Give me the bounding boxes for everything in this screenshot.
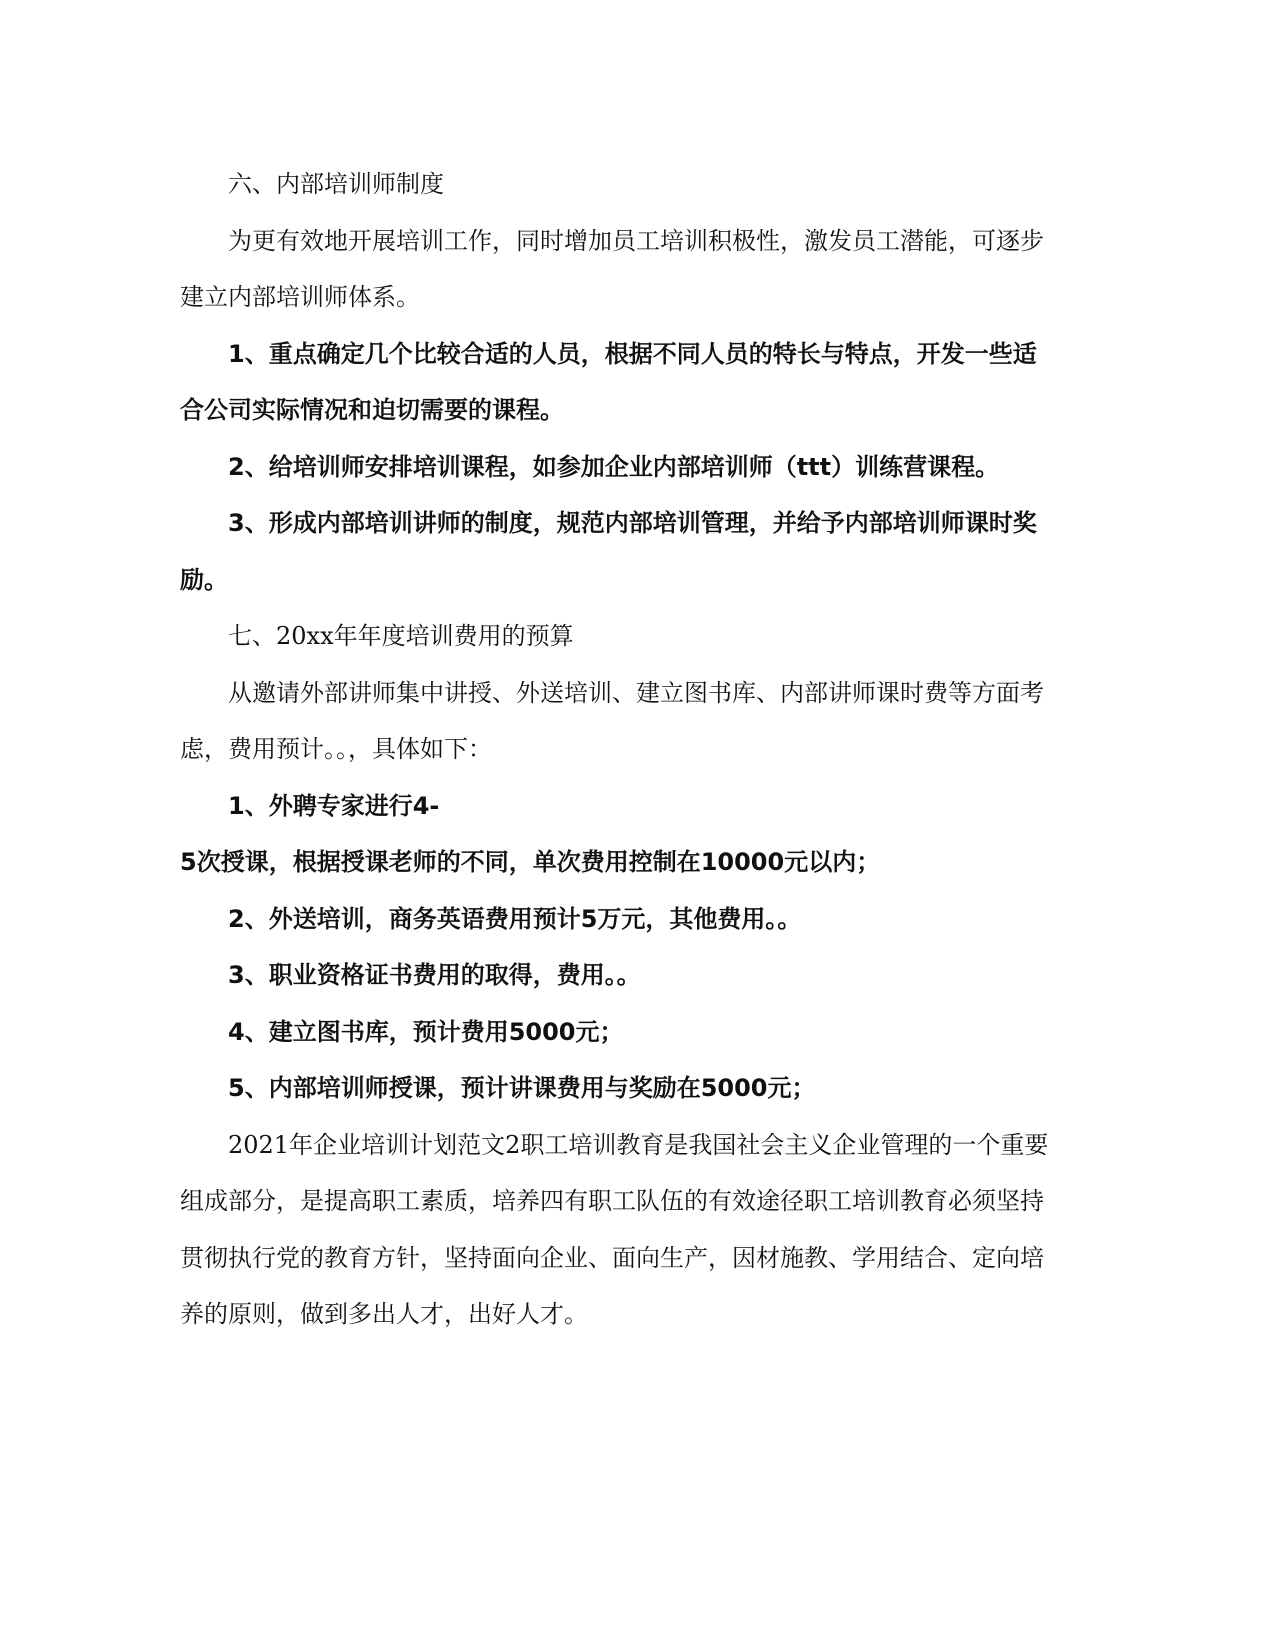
list-item-2: 2、给培训师安排培训课程，如参加企业内部培训师（ttt）训练营课程。: [228, 453, 1000, 481]
paragraph-budget-line-1: 从邀请外部讲师集中讲授、外送培训、建立图书库、内部讲师课时费等方面考: [228, 679, 1044, 707]
budget-item-3: 3、职业资格证书费用的取得，费用。。: [228, 961, 641, 989]
list-item-3-line-1: 3、形成内部培训讲师的制度，规范内部培训管理，并给予内部培训师课时奖: [228, 509, 1037, 537]
list-item-3-line-2: 励。: [180, 566, 228, 594]
budget-item-2: 2、外送培训，商务英语费用预计5万元，其他费用。。: [228, 905, 802, 933]
paragraph-intro-line-1: 为更有效地开展培训工作，同时增加员工培训积极性，激发员工潜能，可逐步: [228, 227, 1044, 255]
paragraph-plan-line-1: 2021年企业培训计划范文2职工培训教育是我国社会主义企业管理的一个重要: [228, 1131, 1049, 1159]
paragraph-budget-line-2: 虑，费用预计。。，具体如下：: [180, 735, 492, 763]
section-heading-seven: 七、20xx年年度培训费用的预算: [228, 622, 574, 650]
budget-item-4: 4、建立图书库，预计费用5000元；: [228, 1018, 624, 1046]
paragraph-plan-line-2: 组成部分，是提高职工素质，培养四有职工队伍的有效途径职工培训教育必须坚持: [180, 1187, 1044, 1215]
list-item-1-line-1: 1、重点确定几个比较合适的人员，根据不同人员的特长与特点，开发一些适: [228, 340, 1037, 368]
list-item-1-line-2: 合公司实际情况和迫切需要的课程。: [180, 396, 564, 424]
section-heading-six: 六、内部培训师制度: [228, 170, 444, 198]
paragraph-plan-line-4: 养的原则，做到多出人才，出好人才。: [180, 1300, 588, 1328]
paragraph-intro-line-2: 建立内部培训师体系。: [180, 283, 420, 311]
budget-item-1-line-2: 5次授课，根据授课老师的不同，单次费用控制在10000元以内；: [180, 848, 881, 876]
budget-item-5: 5、内部培训师授课，预计讲课费用与奖励在5000元；: [228, 1074, 816, 1102]
budget-item-1-line-1: 1、外聘专家进行4-: [228, 792, 440, 820]
paragraph-plan-line-3: 贯彻执行党的教育方针，坚持面向企业、面向生产，因材施教、学用结合、定向培: [180, 1244, 1044, 1272]
